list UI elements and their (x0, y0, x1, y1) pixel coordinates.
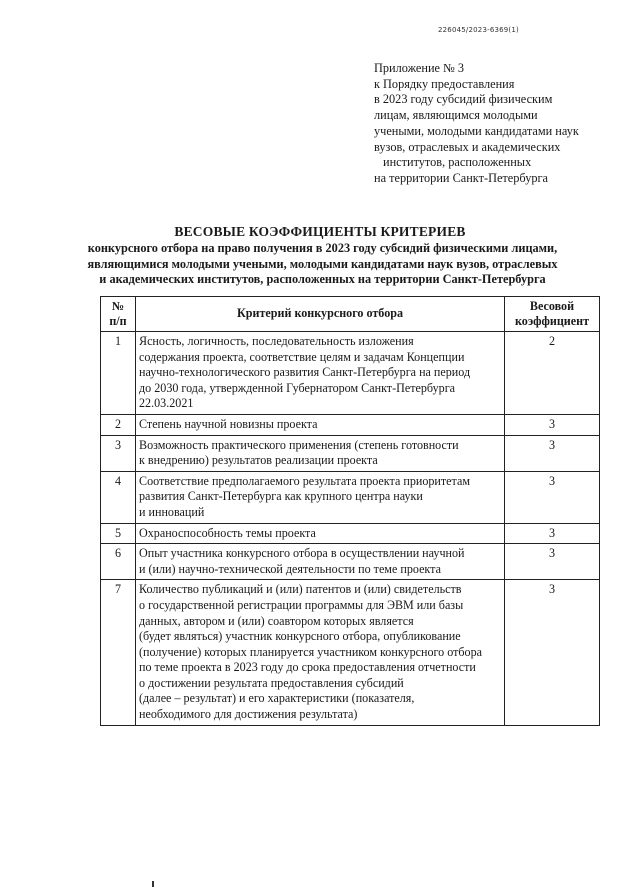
row-number: 6 (101, 544, 136, 580)
table-row (101, 580, 600, 725)
criterion-line: 22.03.2021 (139, 396, 194, 411)
criterion-line: Возможность практического применения (степень готовности (139, 437, 459, 452)
criterion-line: данных, автором и (или) соавтором которых является (139, 613, 414, 628)
header-number-line: п/п (109, 314, 127, 328)
row-criterion (136, 471, 505, 523)
criterion-line: по теме проекта в 2023 году до срока предоставления отчетности (139, 660, 476, 675)
row-weight: 3 (505, 435, 600, 471)
criterion-line: (получение) которых планируется участником конкурсного отбора (139, 644, 483, 659)
row-criterion (136, 544, 505, 580)
subtitle-line: конкурсного отбора на право получения в 2023 году субсидий физическими лицами, (87, 241, 558, 255)
criterion-line: Количество публикаций и (или) патентов и (или) свидетельств (139, 582, 462, 597)
annex-line: к Порядку предоставления (374, 76, 515, 91)
criterion-line: (далее – результат) и его характеристики (показателя, (139, 691, 415, 706)
criterion-line: необходимого для достижения результата) (139, 707, 358, 722)
annex-reference-block (374, 61, 614, 187)
table-header-row (101, 297, 600, 332)
row-number: 4 (101, 471, 136, 523)
table-row (101, 471, 600, 523)
subtitle-line: являющимися молодыми учеными, молодыми кандидатами наук вузов, отраслевых (87, 256, 558, 271)
criterion-line: Опыт участника конкурсного отбора в осуществлении научной (139, 546, 465, 561)
row-weight: 3 (505, 414, 600, 435)
criterion-line: научно-технологического развития Санкт-Петербурга на период (139, 365, 471, 380)
row-criterion (136, 523, 505, 544)
annex-line: институтов, расположенных (383, 155, 532, 170)
table-row (101, 523, 600, 544)
row-weight: 3 (505, 471, 600, 523)
criterion-line: к внедрению) результатов реализации проекта (139, 453, 378, 468)
criterion-line: о достижении результата предоставления субсидий (139, 675, 404, 690)
criterion-line: Охраноспособность темы проекта (139, 525, 316, 540)
criterion-line: Соответствие предполагаемого результата проекта приоритетам (139, 473, 471, 488)
row-criterion (136, 580, 505, 725)
criterion-line: и (или) научно-технической деятельности по теме проекта (139, 561, 441, 576)
row-weight: 3 (505, 544, 600, 580)
header-number (101, 297, 136, 332)
subtitle-line: и академических институтов, расположенных на территории Санкт-Петербурга (99, 272, 546, 287)
document-subtitle (40, 241, 605, 288)
table-row (101, 435, 600, 471)
row-weight: 3 (505, 580, 600, 725)
annex-line: учеными, молодыми кандидатами наук (374, 123, 579, 138)
row-weight: 2 (505, 332, 600, 415)
row-criterion (136, 332, 505, 415)
row-number: 3 (101, 435, 136, 471)
criterion-line: Ясность, логичность, последовательность изложения (139, 334, 414, 348)
scan-mark (152, 881, 154, 887)
table-row (101, 544, 600, 580)
row-number: 5 (101, 523, 136, 544)
row-weight: 3 (505, 523, 600, 544)
document-registration-number: 226045/2023-6369(1) (438, 26, 519, 34)
header-weight-line: Весовой (529, 299, 575, 313)
criterion-line: (будет являться) участник конкурсного отбора, опубликование (139, 629, 461, 644)
header-weight-line: коэффициент (514, 314, 590, 328)
criterion-line: о государственной регистрации программы для ЭВМ или базы (139, 597, 464, 612)
table-body (101, 332, 600, 726)
row-number: 1 (101, 332, 136, 415)
header-number-line: № (111, 299, 125, 313)
annex-line: Приложение № 3 (374, 61, 465, 75)
header-criterion: Критерий конкурсного отбора (136, 297, 505, 332)
annex-line: на территории Санкт-Петербурга (374, 170, 548, 185)
annex-line: в 2023 году субсидий физическим (374, 92, 553, 107)
table-row (101, 332, 600, 415)
criterion-line: Степень научной новизны проекта (139, 416, 318, 431)
document-title: ВЕСОВЫЕ КОЭФФИЦИЕНТЫ КРИТЕРИЕВ (174, 224, 466, 239)
annex-line: вузов, отраслевых и академических (374, 139, 561, 154)
table-row (101, 414, 600, 435)
row-criterion (136, 414, 505, 435)
header-weight (505, 297, 600, 332)
row-criterion (136, 435, 505, 471)
row-number: 2 (101, 414, 136, 435)
row-number: 7 (101, 580, 136, 725)
criteria-weights-table (100, 296, 600, 726)
criterion-line: и инноваций (139, 504, 205, 519)
annex-line: лицам, являющимся молодыми (374, 108, 538, 123)
criterion-line: содержания проекта, соответствие целям и задачам Концепции (139, 349, 465, 364)
criterion-line: развития Санкт-Петербурга как крупного центра науки (139, 489, 423, 504)
criterion-line: до 2030 года, утвержденной Губернатором Санкт-Петербурга (139, 380, 456, 395)
